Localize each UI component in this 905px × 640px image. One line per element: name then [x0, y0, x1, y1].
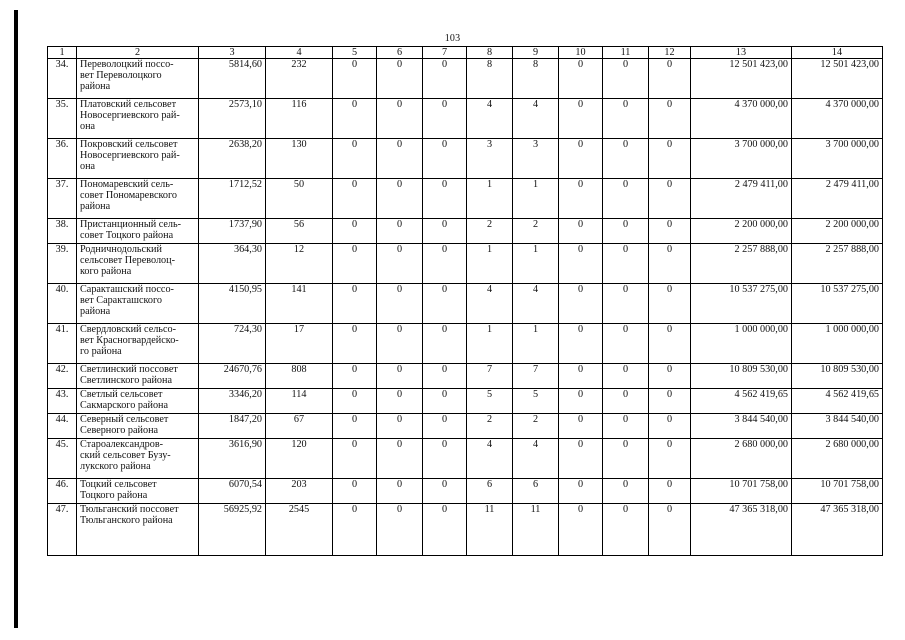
- cell-c6: 0: [377, 479, 423, 504]
- table-row: [48, 389, 883, 414]
- cell-c4: 116: [266, 99, 333, 139]
- column-header: 13: [691, 47, 792, 59]
- cell-c12: 0: [649, 439, 691, 479]
- row-number: 46.: [48, 479, 77, 504]
- cell-c4: 808: [266, 364, 333, 389]
- cell-c14: 10 701 758,00: [792, 479, 883, 504]
- cell-c10: 0: [559, 99, 603, 139]
- cell-c14: 2 680 000,00: [792, 439, 883, 479]
- cell-c7: 0: [423, 439, 467, 479]
- row-number: 37.: [48, 179, 77, 219]
- cell-c6: 0: [377, 324, 423, 364]
- cell-c5: 0: [333, 364, 377, 389]
- column-header: 9: [513, 47, 559, 59]
- cell-c14: 47 365 318,00: [792, 504, 883, 556]
- settlement-name: [77, 219, 199, 244]
- settlement-name-line: совет Тоцкого района: [80, 230, 174, 241]
- cell-c3: 2573,10: [199, 99, 266, 139]
- cell-c7: 0: [423, 479, 467, 504]
- table-row: [48, 324, 883, 364]
- settlement-name-line: Тоцкий сельсовет: [80, 479, 157, 490]
- row-number: 41.: [48, 324, 77, 364]
- cell-c13: 12 501 423,00: [691, 59, 792, 99]
- cell-c9: 4: [513, 99, 559, 139]
- column-header: 1: [48, 47, 77, 59]
- cell-c13: 2 257 888,00: [691, 244, 792, 284]
- cell-c14: 1 000 000,00: [792, 324, 883, 364]
- cell-c8: 4: [467, 284, 513, 324]
- cell-c12: 0: [649, 284, 691, 324]
- table-row: [48, 284, 883, 324]
- cell-c7: 0: [423, 284, 467, 324]
- settlement-name-line: района: [80, 81, 111, 92]
- cell-c10: 0: [559, 219, 603, 244]
- cell-c14: 10 809 530,00: [792, 364, 883, 389]
- cell-c3: 6070,54: [199, 479, 266, 504]
- cell-c3: 4150,95: [199, 284, 266, 324]
- cell-c12: 0: [649, 59, 691, 99]
- settlement-name-line: Переволоцкий поссо-: [80, 59, 174, 70]
- page-number: 103: [444, 33, 461, 44]
- cell-c4: 56: [266, 219, 333, 244]
- cell-c4: 114: [266, 389, 333, 414]
- cell-c12: 0: [649, 324, 691, 364]
- settlement-name-line: района: [80, 201, 111, 212]
- cell-c11: 0: [603, 439, 649, 479]
- column-header: 14: [792, 47, 883, 59]
- cell-c6: 0: [377, 504, 423, 556]
- cell-c14: 2 479 411,00: [792, 179, 883, 219]
- settlement-name: [77, 179, 199, 219]
- cell-c10: 0: [559, 504, 603, 556]
- cell-c12: 0: [649, 219, 691, 244]
- cell-c8: 1: [467, 179, 513, 219]
- column-header: 8: [467, 47, 513, 59]
- settlement-name-line: сельсовет Переволоц-: [80, 255, 176, 266]
- cell-c11: 0: [603, 179, 649, 219]
- row-number: 34.: [48, 59, 77, 99]
- settlement-name-line: Родничнодольский: [80, 244, 162, 255]
- cell-c9: 2: [513, 219, 559, 244]
- cell-c9: 8: [513, 59, 559, 99]
- cell-c10: 0: [559, 324, 603, 364]
- cell-c10: 0: [559, 414, 603, 439]
- cell-c4: 67: [266, 414, 333, 439]
- cell-c14: 2 257 888,00: [792, 244, 883, 284]
- cell-c10: 0: [559, 389, 603, 414]
- settlement-name: [77, 99, 199, 139]
- settlement-name-line: Новосергиевского рай-: [80, 110, 180, 121]
- cell-c5: 0: [333, 244, 377, 284]
- cell-c6: 0: [377, 414, 423, 439]
- cell-c13: 3 700 000,00: [691, 139, 792, 179]
- settlement-name-line: Светлый сельсовет: [80, 389, 163, 400]
- cell-c9: 7: [513, 364, 559, 389]
- cell-c5: 0: [333, 219, 377, 244]
- page-edge-rule: [14, 10, 18, 628]
- settlement-name-line: Северного района: [80, 425, 159, 436]
- column-header: 10: [559, 47, 603, 59]
- column-header: 4: [266, 47, 333, 59]
- cell-c5: 0: [333, 389, 377, 414]
- cell-c13: 2 200 000,00: [691, 219, 792, 244]
- cell-c3: 3346,20: [199, 389, 266, 414]
- cell-c5: 0: [333, 139, 377, 179]
- cell-c4: 120: [266, 439, 333, 479]
- settlement-name: [77, 59, 199, 99]
- cell-c9: 3: [513, 139, 559, 179]
- cell-c4: 2545: [266, 504, 333, 556]
- row-number: 42.: [48, 364, 77, 389]
- cell-c6: 0: [377, 284, 423, 324]
- cell-c9: 6: [513, 479, 559, 504]
- cell-c13: 1 000 000,00: [691, 324, 792, 364]
- table-body: [48, 47, 883, 556]
- settlement-name: [77, 364, 199, 389]
- cell-c3: 2638,20: [199, 139, 266, 179]
- settlement-name-line: ский сельсовет Бузу-: [80, 450, 171, 461]
- cell-c14: 10 537 275,00: [792, 284, 883, 324]
- cell-c11: 0: [603, 99, 649, 139]
- cell-c12: 0: [649, 364, 691, 389]
- cell-c4: 141: [266, 284, 333, 324]
- settlement-name: [77, 504, 199, 556]
- settlement-name-line: она: [80, 161, 96, 172]
- cell-c10: 0: [559, 244, 603, 284]
- row-number: 38.: [48, 219, 77, 244]
- cell-c3: 3616,90: [199, 439, 266, 479]
- cell-c4: 12: [266, 244, 333, 284]
- row-number: 44.: [48, 414, 77, 439]
- settlement-name-line: совет Пономаревского: [80, 190, 178, 201]
- cell-c13: 10 809 530,00: [691, 364, 792, 389]
- cell-c6: 0: [377, 179, 423, 219]
- cell-c4: 50: [266, 179, 333, 219]
- settlement-name: [77, 479, 199, 504]
- settlement-name-line: Пристанционный сель-: [80, 219, 182, 230]
- cell-c5: 0: [333, 324, 377, 364]
- cell-c13: 2 680 000,00: [691, 439, 792, 479]
- cell-c11: 0: [603, 479, 649, 504]
- cell-c7: 0: [423, 179, 467, 219]
- settlement-name-line: Светлинского района: [80, 375, 172, 386]
- cell-c7: 0: [423, 59, 467, 99]
- cell-c8: 2: [467, 414, 513, 439]
- cell-c14: 4 562 419,65: [792, 389, 883, 414]
- settlement-name-line: Свердловский сельсо-: [80, 324, 176, 335]
- settlement-name-line: Тюльганский поссовет: [80, 504, 179, 515]
- cell-c13: 10 701 758,00: [691, 479, 792, 504]
- column-header: 6: [377, 47, 423, 59]
- table-row: [48, 139, 883, 179]
- cell-c10: 0: [559, 364, 603, 389]
- settlement-name: [77, 324, 199, 364]
- cell-c12: 0: [649, 479, 691, 504]
- settlement-name-line: Тоцкого района: [80, 490, 148, 501]
- cell-c9: 5: [513, 389, 559, 414]
- settlement-name-line: кого района: [80, 266, 132, 277]
- cell-c13: 2 479 411,00: [691, 179, 792, 219]
- cell-c9: 1: [513, 244, 559, 284]
- table-row: [48, 439, 883, 479]
- cell-c10: 0: [559, 479, 603, 504]
- cell-c8: 8: [467, 59, 513, 99]
- cell-c6: 0: [377, 99, 423, 139]
- row-number: 43.: [48, 389, 77, 414]
- cell-c13: 4 370 000,00: [691, 99, 792, 139]
- column-header: 2: [77, 47, 199, 59]
- column-header: 3: [199, 47, 266, 59]
- cell-c3: 5814,60: [199, 59, 266, 99]
- cell-c7: 0: [423, 504, 467, 556]
- cell-c4: 130: [266, 139, 333, 179]
- cell-c12: 0: [649, 139, 691, 179]
- cell-c7: 0: [423, 389, 467, 414]
- column-header: 7: [423, 47, 467, 59]
- cell-c11: 0: [603, 414, 649, 439]
- cell-c10: 0: [559, 139, 603, 179]
- row-number: 47.: [48, 504, 77, 556]
- cell-c8: 6: [467, 479, 513, 504]
- cell-c8: 5: [467, 389, 513, 414]
- settlement-name-line: Саракташский поссо-: [80, 284, 174, 295]
- table-row: [48, 414, 883, 439]
- cell-c3: 24670,76: [199, 364, 266, 389]
- cell-c11: 0: [603, 504, 649, 556]
- cell-c7: 0: [423, 139, 467, 179]
- cell-c5: 0: [333, 439, 377, 479]
- cell-c14: 4 370 000,00: [792, 99, 883, 139]
- table-row: [48, 364, 883, 389]
- cell-c12: 0: [649, 414, 691, 439]
- cell-c10: 0: [559, 439, 603, 479]
- settlement-name-line: вет Переволоцкого: [80, 70, 162, 81]
- cell-c14: 12 501 423,00: [792, 59, 883, 99]
- cell-c6: 0: [377, 139, 423, 179]
- settlement-name: [77, 284, 199, 324]
- table-row: [48, 479, 883, 504]
- cell-c3: 1737,90: [199, 219, 266, 244]
- settlement-name: [77, 244, 199, 284]
- cell-c8: 1: [467, 324, 513, 364]
- row-number: 36.: [48, 139, 77, 179]
- cell-c5: 0: [333, 179, 377, 219]
- cell-c9: 4: [513, 284, 559, 324]
- cell-c11: 0: [603, 59, 649, 99]
- cell-c3: 56925,92: [199, 504, 266, 556]
- cell-c4: 203: [266, 479, 333, 504]
- cell-c8: 4: [467, 99, 513, 139]
- cell-c5: 0: [333, 99, 377, 139]
- cell-c9: 11: [513, 504, 559, 556]
- row-number: 45.: [48, 439, 77, 479]
- settlement-name-line: Тюльганского района: [80, 515, 173, 526]
- table-row: [48, 244, 883, 284]
- settlement-name: [77, 414, 199, 439]
- cell-c13: 3 844 540,00: [691, 414, 792, 439]
- cell-c3: 724,30: [199, 324, 266, 364]
- cell-c13: 10 537 275,00: [691, 284, 792, 324]
- cell-c6: 0: [377, 439, 423, 479]
- cell-c11: 0: [603, 364, 649, 389]
- cell-c14: 3 700 000,00: [792, 139, 883, 179]
- cell-c12: 0: [649, 179, 691, 219]
- cell-c8: 3: [467, 139, 513, 179]
- cell-c11: 0: [603, 219, 649, 244]
- cell-c10: 0: [559, 179, 603, 219]
- cell-c6: 0: [377, 244, 423, 284]
- table-row: [48, 59, 883, 99]
- table-row: [48, 179, 883, 219]
- settlement-name-line: Светлинский поссовет: [80, 364, 178, 375]
- cell-c5: 0: [333, 479, 377, 504]
- settlement-name-line: района: [80, 306, 111, 317]
- row-number: 39.: [48, 244, 77, 284]
- cell-c11: 0: [603, 244, 649, 284]
- cell-c8: 1: [467, 244, 513, 284]
- cell-c8: 4: [467, 439, 513, 479]
- cell-c8: 11: [467, 504, 513, 556]
- cell-c11: 0: [603, 139, 649, 179]
- settlement-name: [77, 439, 199, 479]
- cell-c9: 1: [513, 179, 559, 219]
- cell-c7: 0: [423, 244, 467, 284]
- cell-c7: 0: [423, 414, 467, 439]
- settlement-name-line: Северный сельсовет: [80, 414, 169, 425]
- cell-c5: 0: [333, 59, 377, 99]
- cell-c7: 0: [423, 219, 467, 244]
- settlement-name: [77, 139, 199, 179]
- cell-c7: 0: [423, 324, 467, 364]
- cell-c13: 47 365 318,00: [691, 504, 792, 556]
- cell-c14: 3 844 540,00: [792, 414, 883, 439]
- table-row: [48, 219, 883, 244]
- cell-c6: 0: [377, 389, 423, 414]
- column-number-row: [48, 47, 883, 59]
- settlement-name-line: Староалександров-: [80, 439, 164, 450]
- cell-c7: 0: [423, 364, 467, 389]
- row-number: 40.: [48, 284, 77, 324]
- cell-c9: 2: [513, 414, 559, 439]
- settlement-name-line: Пономаревский сель-: [80, 179, 174, 190]
- cell-c4: 17: [266, 324, 333, 364]
- settlement-name-line: вет Красногвардейско-: [80, 335, 179, 346]
- settlement-name-line: Платовский сельсовет: [80, 99, 177, 110]
- cell-c6: 0: [377, 364, 423, 389]
- cell-c12: 0: [649, 99, 691, 139]
- column-header: 11: [603, 47, 649, 59]
- row-number: 35.: [48, 99, 77, 139]
- cell-c4: 232: [266, 59, 333, 99]
- cell-c13: 4 562 419,65: [691, 389, 792, 414]
- cell-c12: 0: [649, 244, 691, 284]
- column-header: 5: [333, 47, 377, 59]
- cell-c5: 0: [333, 414, 377, 439]
- cell-c6: 0: [377, 219, 423, 244]
- table-row: [48, 99, 883, 139]
- settlement-name-line: она: [80, 121, 96, 132]
- cell-c5: 0: [333, 504, 377, 556]
- cell-c10: 0: [559, 284, 603, 324]
- cell-c10: 0: [559, 59, 603, 99]
- cell-c12: 0: [649, 504, 691, 556]
- settlement-name-line: Покровский сельсовет: [80, 139, 178, 150]
- settlement-name-line: Новосергиевского рай-: [80, 150, 180, 161]
- cell-c9: 1: [513, 324, 559, 364]
- cell-c12: 0: [649, 389, 691, 414]
- column-header: 12: [649, 47, 691, 59]
- cell-c11: 0: [603, 389, 649, 414]
- cell-c3: 364,30: [199, 244, 266, 284]
- cell-c14: 2 200 000,00: [792, 219, 883, 244]
- cell-c11: 0: [603, 284, 649, 324]
- cell-c11: 0: [603, 324, 649, 364]
- settlement-name: [77, 389, 199, 414]
- settlement-name-line: вет Саракташского: [80, 295, 163, 306]
- cell-c8: 7: [467, 364, 513, 389]
- cell-c6: 0: [377, 59, 423, 99]
- settlement-name-line: го района: [80, 346, 122, 357]
- cell-c8: 2: [467, 219, 513, 244]
- settlements-table: [47, 46, 883, 556]
- cell-c5: 0: [333, 284, 377, 324]
- settlement-name-line: лукского района: [80, 461, 151, 472]
- settlement-name-line: Сакмарского района: [80, 400, 169, 411]
- cell-c7: 0: [423, 99, 467, 139]
- table-row: [48, 504, 883, 556]
- cell-c3: 1847,20: [199, 414, 266, 439]
- cell-c3: 1712,52: [199, 179, 266, 219]
- cell-c9: 4: [513, 439, 559, 479]
